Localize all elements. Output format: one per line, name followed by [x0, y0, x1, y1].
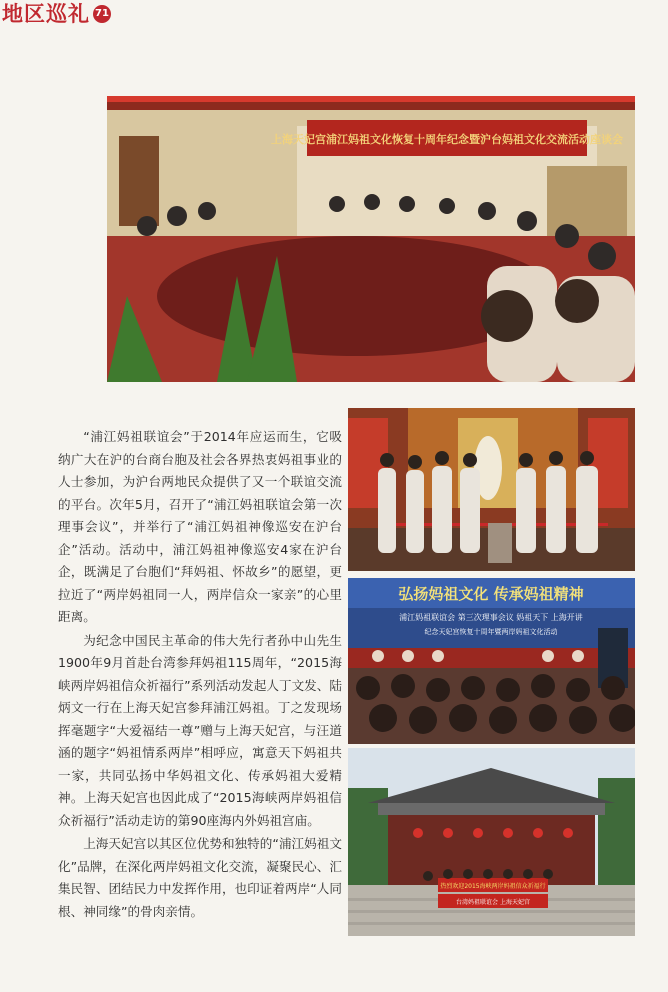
photo-shrine-group	[348, 408, 635, 571]
conference-banner: 弘扬妈祖文化 传承妈祖精神	[398, 585, 584, 603]
article-paragraph: 为纪念中国民主革命的伟大先行者孙中山先生1900年9月首赴台湾参拜妈祖115周年，“2015海峡两岸妈祖信众祈福行”系列活动发起人丁文发、陆炳文一行在上海天妃宫参拜浦江妈祖。丁之发现场挥毫题字“大爱福结一尊”赠与上海天妃宫，与汪道涵的题字“妈祖情系两岸”相呼应，寓意天下妈祖共一家，共同弘扬中华妈祖文化、传承妈祖大爱精神。上海天妃宫也因此成了“2015海峡两岸妈祖信众祈福行”活动走访的第90座海内外妈祖宫庙。	[58, 632, 342, 828]
conference-subline-1: 浦江妈祖联谊会 第三次理事会议 妈祖天下 上海开讲	[399, 613, 583, 622]
photo-meeting	[107, 96, 635, 382]
temple-banner-2: 台湾妈祖联谊会 上海天妃宫	[456, 899, 530, 906]
temple-banner-1: 热烈欢迎2015海峡两岸妈祖信众祈福行	[440, 883, 546, 890]
photo-temple	[348, 748, 635, 936]
photo-conference	[348, 578, 635, 744]
page-number: 71	[93, 5, 111, 23]
section-title: 地区巡礼	[2, 1, 90, 26]
article-paragraph: “浦江妈祖联谊会”于2014年应运而生，它吸纳广大在沪的台商台胞及社会各界热衷妈祖事业的人士参加，为沪台两地民众提供了又一个联谊交流的平台。次年5月，召开了“浦江妈祖联谊会第一次理事会议”，并举行了“浦江妈祖神像巡安在沪台企”活动。活动中，浦江妈祖神像巡安4家在沪台企，既满足了台胞们“拜妈祖、怀故乡”的愿望，更拉近了“两岸妈祖同一人，两岸信众一家亲”的心里距离。	[58, 429, 342, 624]
conference-subline-2: 纪念天妃宫恢复十周年暨两岸妈祖文化活动	[424, 628, 558, 636]
article-body	[58, 426, 342, 923]
page-header	[0, 0, 111, 28]
meeting-banner-text: 上海天妃宫浦江妈祖文化恢复十周年纪念暨沪台妈祖文化交流活动座谈会	[271, 133, 623, 146]
article-paragraph: 上海天妃宫以其区位优势和独特的“浦江妈祖文化”品牌，在深化两岸妈祖文化交流，凝聚民心、汇集民智、团结民力中发挥作用，也印证着两岸“人同根、神同缘”的骨肉亲情。	[58, 836, 342, 919]
